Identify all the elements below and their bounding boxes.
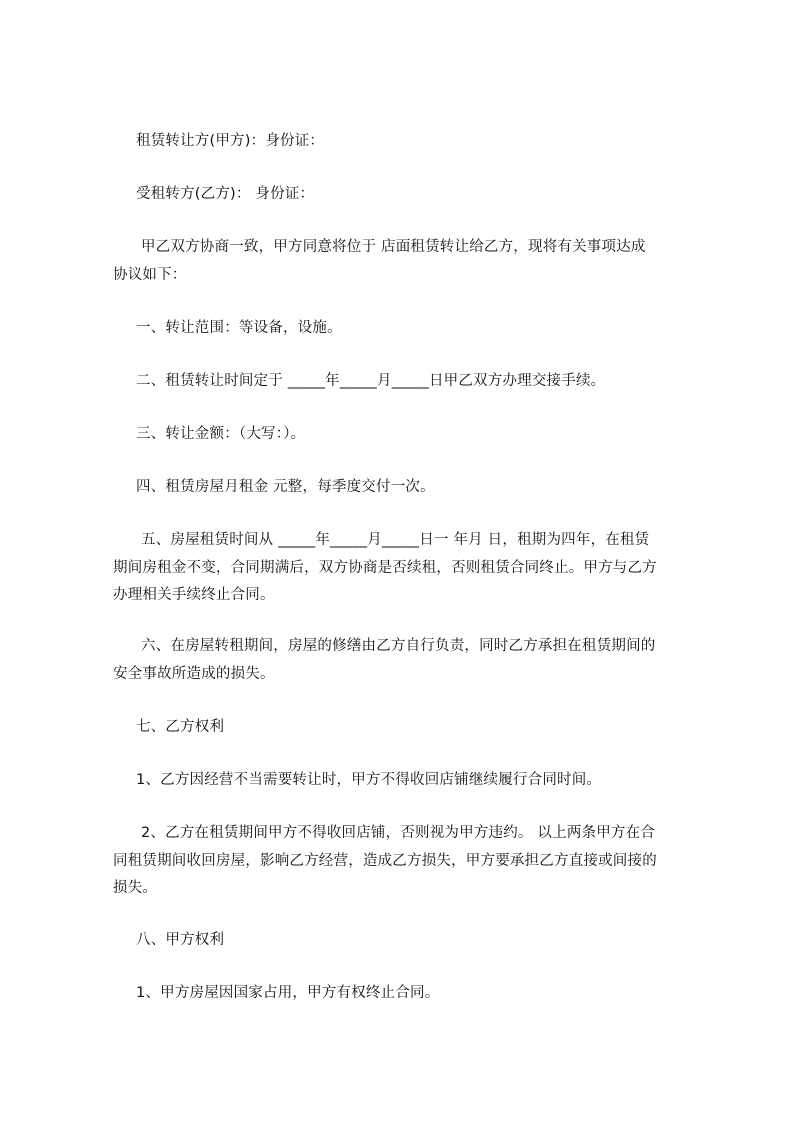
- clause-5-line-1: 五、房屋租赁时间从 _____年_____月_____日一 年月 日，租期为四年，在租赁: [141, 532, 650, 548]
- lessee-id-line: 受租转方(乙方)： 身份证：: [136, 186, 315, 202]
- clause-2-transfer-date: 二、租赁转让时间定于 _____年_____月_____日甲乙双方办理交接手续。: [136, 373, 606, 389]
- clause-3-transfer-amount: 三、转让金额：（大写：）。: [136, 426, 306, 442]
- clause-4-monthly-rent: 四、租赁房屋月租金 元整，每季度交付一次。: [136, 479, 435, 495]
- clause-6-line-1: 六、在房屋转租期间，房屋的修缮由乙方自行负责，同时乙方承担在租赁期间的: [141, 638, 656, 654]
- section-8-heading: 八、甲方权利: [136, 932, 225, 948]
- clause-6-line-2: 安全事故所造成的损失。: [113, 666, 275, 682]
- clause-5-line-2: 期间房租金不变，合同期满后，双方协商是否续租，否则租赁合同终止。甲方与乙方: [113, 560, 657, 576]
- section-7-item-2-line-2: 同租赁期间收回房屋，影响乙方经营，造成乙方损失，甲方要承担乙方直接或间接的: [113, 853, 657, 869]
- lessor-id-line: 租赁转让方(甲方)：身份证：: [136, 133, 325, 149]
- section-7-heading: 七、乙方权利: [136, 719, 225, 735]
- clause-5-line-3: 办理相关手续终止合同。: [113, 587, 275, 603]
- section-7-item-2-line-3: 损失。: [113, 880, 158, 896]
- clause-1-transfer-scope: 一、转让范围：等设备，设施。: [136, 320, 342, 336]
- section-8-item-1: 1、甲方房屋因国家占用，甲方有权终止合同。: [136, 985, 440, 1001]
- intro-paragraph-line-1: 甲乙双方协商一致，甲方同意将位于 店面租赁转让给乙方，现将有关事项达成: [141, 239, 646, 255]
- section-7-item-2-line-1: 2、乙方在租赁期间甲方不得收回店铺，否则视为甲方违约。 以上两条甲方在合: [141, 825, 656, 841]
- section-7-item-1: 1、乙方因经营不当需要转让时，甲方不得收回店铺继续履行合同时间。: [136, 772, 602, 788]
- intro-paragraph-line-2: 协议如下：: [113, 267, 187, 283]
